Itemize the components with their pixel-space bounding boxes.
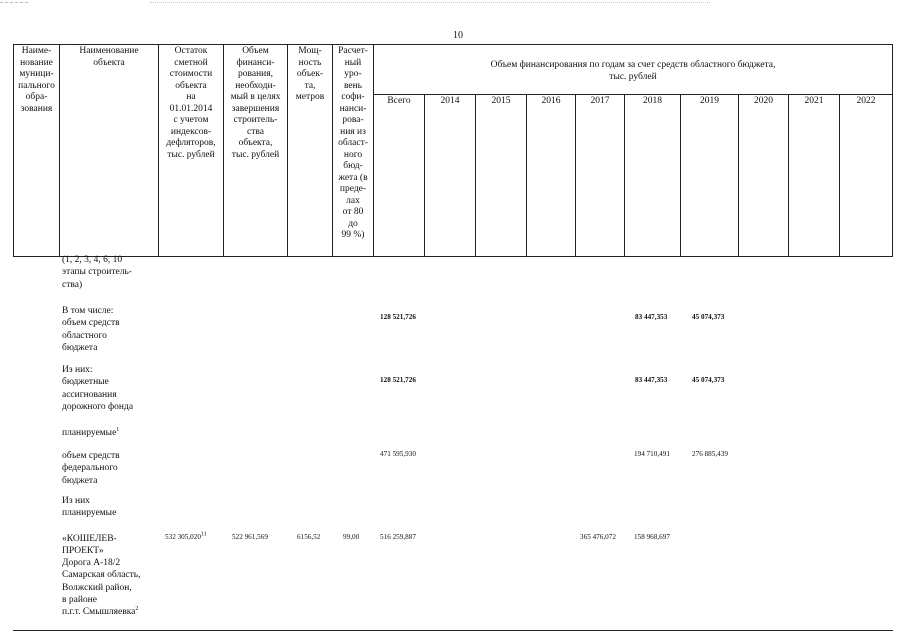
header-year-total: Всего (374, 95, 425, 257)
page-bottom-rule (13, 630, 893, 631)
settlement-name (62, 606, 138, 618)
construction-stages-text: (1, 2, 3, 4, 6, 10 этапы строитель- ства) (62, 255, 132, 290)
road-fund-2018-value: 83 447,353 (635, 376, 668, 384)
federal-2018-value: 194 710,491 (634, 450, 670, 458)
planned-label (62, 427, 119, 439)
road-fund-label: Из них: бюджетные ассигнования дорожного фонда (62, 365, 134, 413)
header-financing-volume: Объем финанси- рования, необходи- мый в целях завершения строитель- ства объекта, тыс. рублей (224, 45, 288, 257)
header-capacity: Мощ- ность объек- та, метров (288, 45, 333, 257)
settlement-name-text: п.г.т. Смышляевка (62, 607, 136, 617)
estimate-balance-number: 532 305,020 (165, 533, 201, 541)
company-name: «КОШЕЛЕВ- ПРОЕКТ» (62, 534, 117, 557)
federal-total-value: 471 595,930 (380, 450, 416, 458)
object-total-value: 516 259,887 (380, 533, 416, 541)
regional-budget-label: В том числе: объем средств областного бюджета (62, 306, 120, 354)
capacity-value: 6156,52 (297, 533, 321, 541)
planned-label-text: планируемые (62, 428, 117, 438)
cofinancing-level-value: 99,00 (343, 533, 360, 541)
road-object-name: Дорога А-18/2 Самарская область, Волжский район, в районе (62, 558, 141, 606)
header-municipality: Наиме- нование муници- пального обра- зования (14, 45, 60, 257)
road-fund-2019-value: 45 074,373 (692, 376, 725, 384)
estimate-balance-value (165, 533, 207, 542)
scan-edge-line (0, 2, 28, 3)
object-2018-value: 158 968,697 (634, 533, 670, 541)
header-year-2021: 2021 (789, 95, 840, 257)
header-object-name: Наименование объекта (60, 45, 159, 257)
federal-budget-label: объем средств федерального бюджета (62, 451, 120, 486)
header-cofinancing-level: Расчет- ный уро- вень софи- нанси- рова- ния из област- ного бюд- жета (в преде- лах от 80 до 99 %) (333, 45, 374, 257)
road-fund-total-value: 128 521,726 (380, 376, 416, 384)
financing-volume-value: 522 961,569 (232, 533, 268, 541)
footnote-mark: 2 (135, 605, 139, 612)
federal-2019-value: 276 885,439 (692, 450, 728, 458)
planned-from-federal-label: Из них планируемые (62, 496, 117, 519)
header-year-2017: 2017 (576, 95, 625, 257)
header-year-2022: 2022 (840, 95, 893, 257)
footnote-mark: 1 (116, 426, 120, 433)
regional-total-value: 128 521,726 (380, 313, 416, 321)
object-2017-value: 365 476,072 (580, 533, 616, 541)
header-year-2015: 2015 (476, 95, 527, 257)
header-financing-by-years: Объем финансирования по годам за счет средств областного бюджета, тыс. рублей (374, 45, 893, 95)
header-year-2014: 2014 (425, 95, 476, 257)
header-year-2020: 2020 (739, 95, 789, 257)
footnote-mark: 11 (200, 531, 207, 538)
regional-2018-value: 83 447,353 (635, 313, 668, 321)
header-year-2019: 2019 (681, 95, 739, 257)
page-number: 10 (453, 30, 463, 41)
regional-2019-value: 45 074,373 (692, 313, 725, 321)
header-estimate-balance: Остаток сметной стоимости объекта на 01.01.2014 с учетом индексов- дефляторов, тыс. рублей (159, 45, 224, 257)
financing-table-header (13, 44, 893, 257)
header-year-2016: 2016 (527, 95, 576, 257)
header-year-2018: 2018 (625, 95, 681, 257)
scan-edge-line (150, 2, 710, 3)
